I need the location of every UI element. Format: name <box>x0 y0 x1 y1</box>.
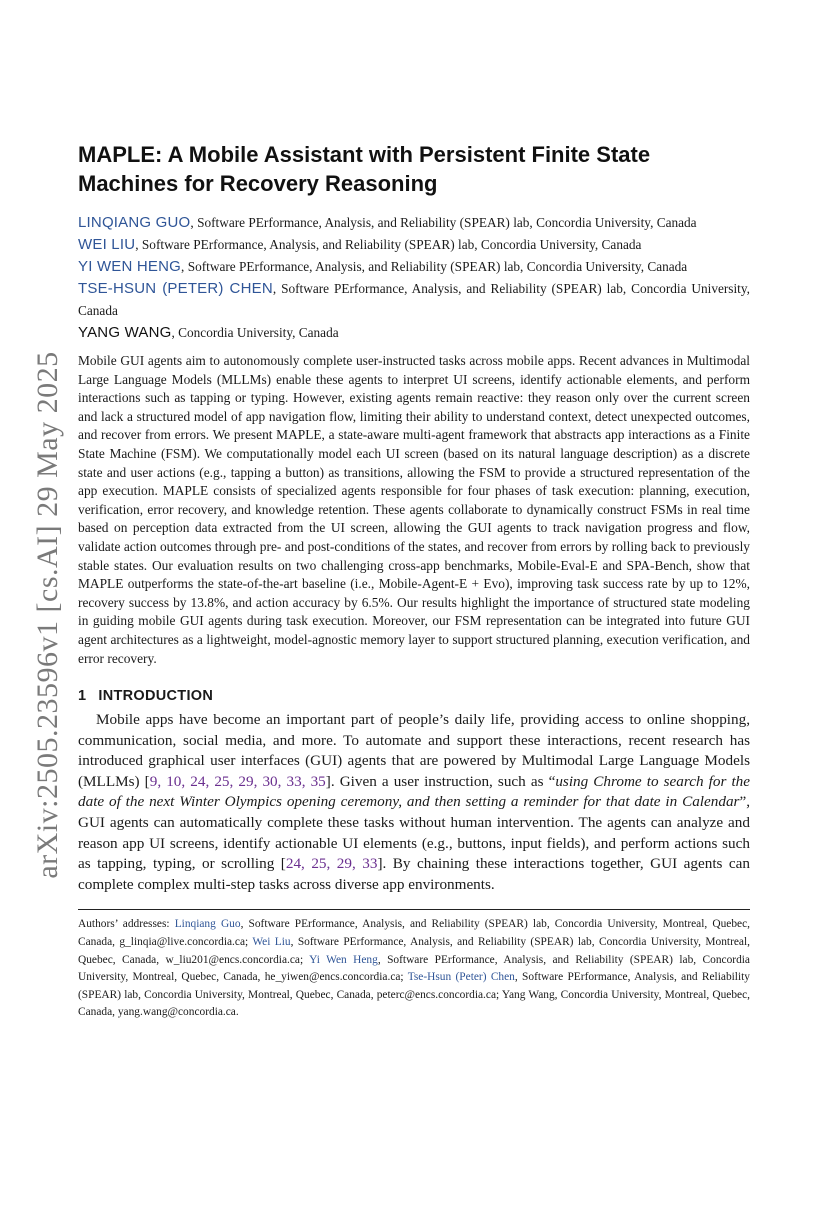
abstract: Mobile GUI agents aim to autonomously complete user-instructed tasks across mobile apps. Recent advances in Multimodal Large Language Models (MLLMs) enable these agents to interpret UI screens, identify actionable elements, and perform interactions such as tapping or typing. However, existing agents remain reactive: they reason only over the current screen and lack a structured model of app navigation flow, limiting their ability to understand context, detect unexpected outcomes, and recover from errors. We present MAPLE, a state-aware multi-agent framework that abstracts app interactions as a Finite State Machine (FSM). We computationally model each UI screen (based on its natural language description) as a discrete state and user actions (e.g., tapping a button) as transitions, allowing the FSM to provide a structured representation of the app execution. MAPLE consists of specialized agents responsible for four phases of task execution: planning, execution, verification, error recovery, and knowledge retention. These agents collaborate to dynamically construct FSMs in real time based on perception data extracted from the UI screen, allowing the GUI agents to track navigation progress and flow, validate action outcomes through pre- and post-conditions of the states, and recover from errors by rolling back to previously stable states. Our evaluation results on two challenging cross-app benchmarks, Mobile-Eval-E and SPA-Bench, show that MAPLE outperforms the state-of-the-art baseline (i.e., Mobile-Agent-E + Evo), improving task success rate by up to 12%, recovery success by 13.8%, and action accuracy by 6.5%. Our results highlight the importance of structured state modeling in guiding mobile GUI agents during task execution. Moreover, our FSM representation can be integrated into future GUI agent architectures as a lightweight, model-agnostic memory layer to support structured planning, execution verification, and error recovery. <box>78 353 750 666</box>
author-affiliation: , Software PErformance, Analysis, and Reliability (SPEAR) lab, Concordia University, Canada <box>78 281 750 318</box>
author-entry <box>78 256 750 278</box>
author-affiliation: , Software PErformance, Analysis, and Reliability (SPEAR) lab, Concordia University, Canada <box>181 259 688 274</box>
author-affiliation: , Concordia University, Canada <box>171 325 339 340</box>
section-heading <box>78 688 750 704</box>
footnote-text: , Software PErformance, Analysis, and Reliability (SPEAR) lab, Concordia University, Montreal, Quebec, Canada, peterc@encs.concordia.ca; Yang Wang, Concordia University, Montreal, Quebec, Canada, yang.wang@concordia.ca. <box>78 971 750 1019</box>
author-entry <box>78 234 750 256</box>
intro-paragraph <box>78 710 750 895</box>
intro-text: ]. Given a user instruction, such as “ <box>325 772 556 790</box>
author-name: YANG WANG <box>78 324 172 341</box>
section-title: INTRODUCTION <box>98 688 214 705</box>
section-number: 1 <box>78 688 87 705</box>
footnote-text: , Software PErformance, Analysis, and Reliability (SPEAR) lab, Concordia University, Montreal, Quebec, Canada, w_liu201@encs.concordia.ca; <box>78 936 750 966</box>
author-name-link[interactable]: WEI LIU <box>78 236 136 253</box>
footnote-author-link[interactable]: Wei Liu <box>252 936 291 949</box>
author-affiliation: , Software PErformance, Analysis, and Reliability (SPEAR) lab, Concordia University, Canada <box>190 215 697 230</box>
intro-text: ]. By chaining these interactions together, GUI agents can complete complex multi-step tasks across diverse app environments. <box>78 855 750 893</box>
author-list <box>78 212 750 344</box>
footnote-lead: Authors’ addresses: <box>78 918 175 931</box>
footnote-author-link[interactable]: Yi Wen Heng <box>309 953 378 966</box>
paper-title: MAPLE: A Mobile Assistant with Persistent Finite State Machines for Recovery Reasoning <box>78 142 651 196</box>
intro-text: Mobile apps have become an important part of people’s daily life, providing access to online shopping, communication, social media, and more. To automate and support these interactions, recent research has introduced graphical user interfaces (GUI) agents that are powered by Multimodal Large Language Models (MLLMs) [ <box>78 711 750 790</box>
footnote-text: , Software PErformance, Analysis, and Reliability (SPEAR) lab, Concordia University, Montreal, Quebec, Canada, he_yiwen@encs.concordia.ca; <box>78 953 750 984</box>
paper-page <box>78 140 750 1022</box>
author-name-link[interactable]: YI WEN HENG <box>78 258 182 275</box>
footnote-text: , Software PErformance, Analysis, and Reliability (SPEAR) lab, Concordia University, Montreal, Quebec, Canada, g_linqia@live.concordia.ca; <box>78 918 750 949</box>
footnote-divider <box>78 909 750 910</box>
author-affiliation: , Software PErformance, Analysis, and Reliability (SPEAR) lab, Concordia University, Canada <box>135 237 642 252</box>
arxiv-sidebar-stamp <box>28 320 68 910</box>
example-instruction-quote: using Chrome to search for the date of the next Winter Olympics opening ceremony, and then setting a reminder for that date in Calendar <box>78 772 750 811</box>
author-name-link[interactable]: TSE-HSUN (PETER) CHEN <box>78 280 273 297</box>
authors-addresses-footnote <box>78 916 750 1022</box>
author-entry <box>78 212 750 234</box>
citation-links[interactable]: 24, 25, 29, 33 <box>285 855 378 873</box>
author-name-link[interactable]: LINQIANG GUO <box>78 214 191 231</box>
intro-text: ”, GUI agents can automatically complete these tasks without human intervention. The agents can analyze and reason app UI screens, identify actionable UI elements (e.g., buttons, input fields), and perform actions such as tapping, typing, or scrolling [ <box>78 793 750 873</box>
footnote-author-link[interactable]: Linqiang Guo <box>174 918 241 931</box>
citation-links[interactable]: 9, 10, 24, 25, 29, 30, 33, 35 <box>149 772 326 790</box>
author-entry <box>78 278 750 322</box>
author-entry <box>78 322 750 344</box>
footnote-author-link[interactable]: Tse-Hsun (Peter) Chen <box>407 971 515 984</box>
arxiv-identifier: arXiv:2505.23596v1 [cs.AI] 29 May 2025 <box>31 351 64 879</box>
